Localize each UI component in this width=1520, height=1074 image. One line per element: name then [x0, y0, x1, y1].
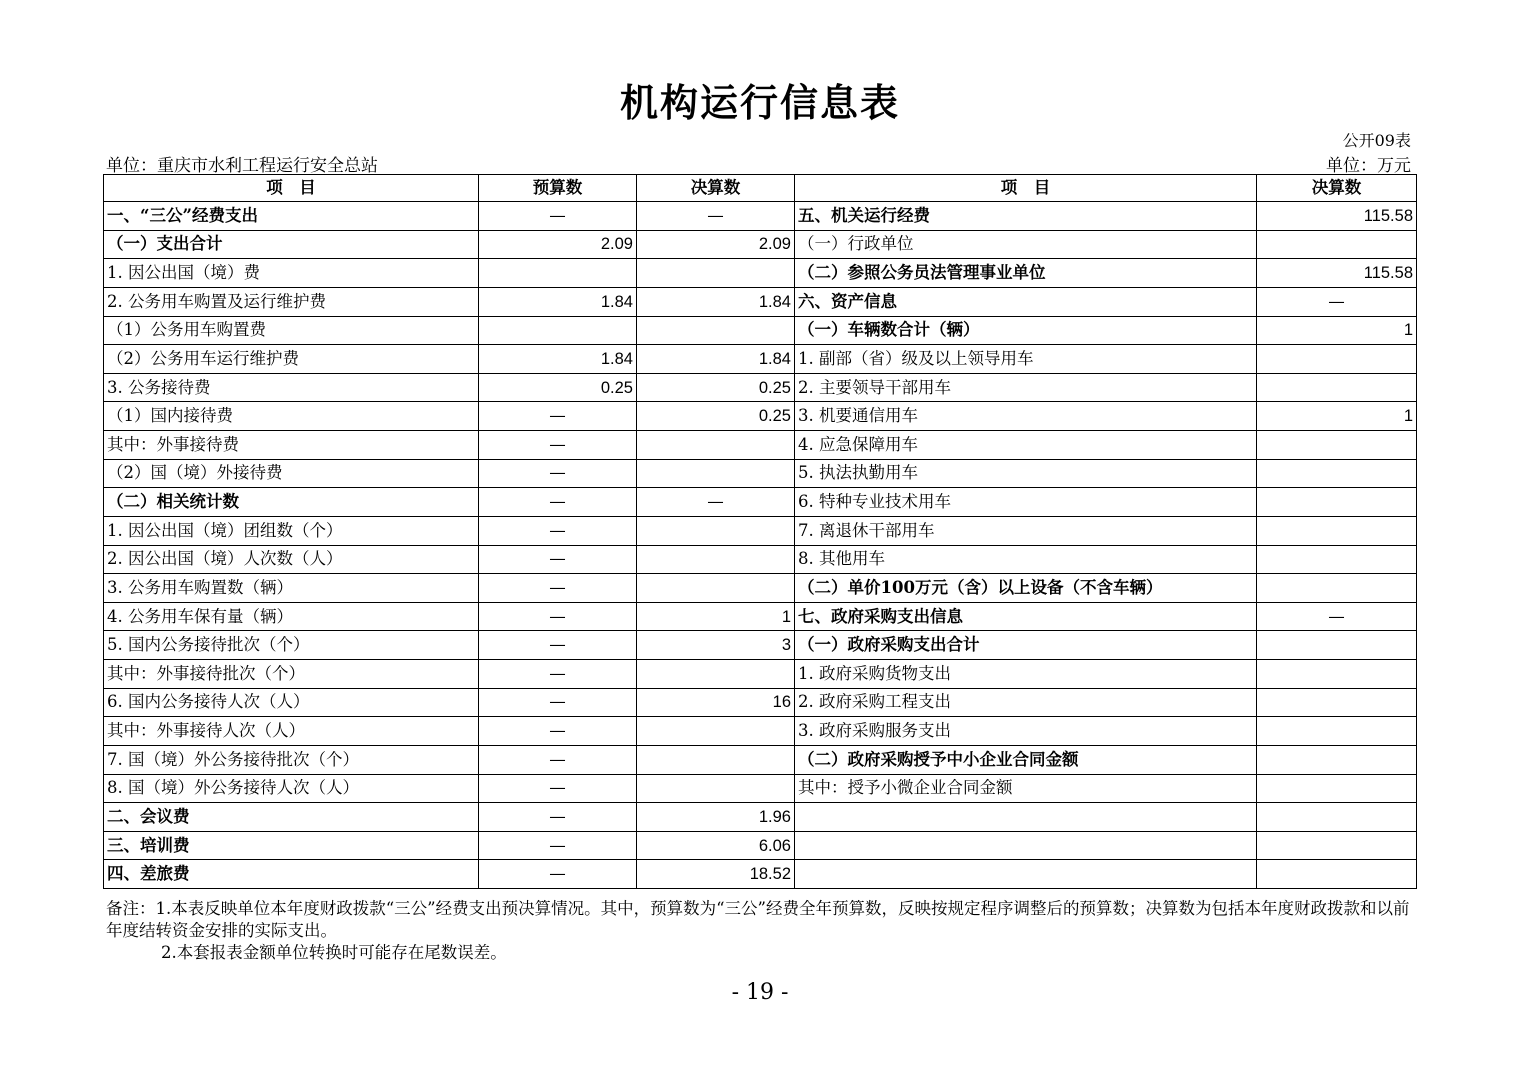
table-row — [104, 831, 1417, 860]
page-number: - 19 - — [731, 980, 789, 1005]
note-line-2: 2.本套报表金额单位转换时可能存在尾数误差。 — [161, 943, 507, 962]
right-item-cell: 3. 机要通信用车 — [795, 402, 1257, 431]
final-left-cell: 3 — [637, 631, 795, 660]
right-item-cell: 6. 特种专业技术用车 — [795, 488, 1257, 517]
header-item-left: 项 目 — [104, 175, 479, 202]
final-left-cell: 0.25 — [637, 373, 795, 402]
right-item-cell: （二）政府采购授予中小企业合同金额 — [795, 745, 1257, 774]
final-left-cell: 16 — [637, 688, 795, 717]
right-item-cell — [795, 803, 1257, 832]
final-left-cell — [637, 774, 795, 803]
table-row — [104, 660, 1417, 689]
final-left-cell — [637, 259, 795, 288]
table-row — [104, 803, 1417, 832]
table-row — [104, 717, 1417, 746]
left-item-cell: 一、“三公”经费支出 — [104, 202, 479, 231]
budget-cell: 1.84 — [479, 345, 637, 374]
left-item-cell: 1. 因公出国（境）费 — [104, 259, 479, 288]
right-item-cell: 7. 离退休干部用车 — [795, 516, 1257, 545]
final-right-cell — [1257, 574, 1417, 603]
right-item-cell: 其中：授予小微企业合同金额 — [795, 774, 1257, 803]
left-item-cell: 8. 国（境）外公务接待人次（人） — [104, 774, 479, 803]
right-item-cell: 5. 执法执勤用车 — [795, 459, 1257, 488]
final-left-cell — [637, 574, 795, 603]
left-item-cell: 三、培训费 — [104, 831, 479, 860]
final-right-cell — [1257, 688, 1417, 717]
final-left-cell: — — [637, 202, 795, 231]
left-item-cell: 二、会议费 — [104, 803, 479, 832]
right-item-cell: 1. 政府采购货物支出 — [795, 660, 1257, 689]
right-item-cell: 七、政府采购支出信息 — [795, 602, 1257, 631]
budget-cell: — — [479, 574, 637, 603]
right-item-cell — [795, 831, 1257, 860]
final-left-cell — [637, 660, 795, 689]
left-item-cell: 2. 因公出国（境）人次数（人） — [104, 545, 479, 574]
left-item-cell: （1）国内接待费 — [104, 402, 479, 431]
budget-cell: — — [479, 516, 637, 545]
final-left-cell: 1.84 — [637, 287, 795, 316]
budget-cell: — — [479, 402, 637, 431]
info-table — [103, 174, 1417, 889]
budget-cell: — — [479, 488, 637, 517]
right-item-cell: 六、资产信息 — [795, 287, 1257, 316]
final-left-cell — [637, 431, 795, 460]
table-row — [104, 545, 1417, 574]
budget-cell: — — [479, 459, 637, 488]
right-item-cell: （一）政府采购支出合计 — [795, 631, 1257, 660]
table-row — [104, 745, 1417, 774]
table-header-row — [104, 175, 1417, 202]
table-row — [104, 488, 1417, 517]
left-item-cell: 其中：外事接待人次（人） — [104, 717, 479, 746]
final-right-cell: 115.58 — [1257, 259, 1417, 288]
budget-cell: — — [479, 803, 637, 832]
table-row — [104, 316, 1417, 345]
budget-cell: — — [479, 202, 637, 231]
final-right-cell — [1257, 431, 1417, 460]
left-item-cell: 3. 公务接待费 — [104, 373, 479, 402]
table-row — [104, 774, 1417, 803]
left-item-cell: 其中：外事接待费 — [104, 431, 479, 460]
note-line-1: 备注：1.本表反映单位本年度财政拨款“三公”经费支出预决算情况。其中，预算数为“三公”经费全年预算数，反映按规定程序调整后的预算数；决算数为包括本年度财政拨款和以前年度结转资金安排的实际支出。 — [106, 899, 1410, 940]
table-row — [104, 373, 1417, 402]
left-item-cell: 5. 国内公务接待批次（个） — [104, 631, 479, 660]
right-item-cell: 2. 主要领导干部用车 — [795, 373, 1257, 402]
table-row — [104, 431, 1417, 460]
final-right-cell: 1 — [1257, 402, 1417, 431]
final-left-cell: 18.52 — [637, 860, 795, 889]
table-row — [104, 345, 1417, 374]
final-right-cell — [1257, 631, 1417, 660]
right-item-cell: （二）参照公务员法管理事业单位 — [795, 259, 1257, 288]
final-right-cell — [1257, 230, 1417, 259]
final-right-cell — [1257, 774, 1417, 803]
left-item-cell: 6. 国内公务接待人次（人） — [104, 688, 479, 717]
table-row — [104, 230, 1417, 259]
final-left-cell — [637, 516, 795, 545]
final-left-cell: — — [637, 488, 795, 517]
table-row — [104, 459, 1417, 488]
final-right-cell — [1257, 803, 1417, 832]
final-right-cell: — — [1257, 287, 1417, 316]
budget-cell: — — [479, 431, 637, 460]
table-row — [104, 860, 1417, 889]
budget-cell: — — [479, 545, 637, 574]
table-row — [104, 602, 1417, 631]
left-item-cell: （2）公务用车运行维护费 — [104, 345, 479, 374]
final-right-cell — [1257, 516, 1417, 545]
final-right-cell — [1257, 459, 1417, 488]
left-item-cell: 四、差旅费 — [104, 860, 479, 889]
right-item-cell: （一）车辆数合计（辆） — [795, 316, 1257, 345]
right-item-cell: （二）单价100万元（含）以上设备（不含车辆） — [795, 574, 1257, 603]
right-item-cell: 3. 政府采购服务支出 — [795, 717, 1257, 746]
final-right-cell — [1257, 745, 1417, 774]
left-item-cell: 2. 公务用车购置及运行维护费 — [104, 287, 479, 316]
notes — [106, 898, 1416, 964]
final-right-cell: 1 — [1257, 316, 1417, 345]
budget-cell: — — [479, 774, 637, 803]
left-item-cell: （2）国（境）外接待费 — [104, 459, 479, 488]
budget-cell: — — [479, 717, 637, 746]
left-item-cell: 其中：外事接待批次（个） — [104, 660, 479, 689]
final-right-cell — [1257, 345, 1417, 374]
header-final-right: 决算数 — [1257, 175, 1417, 202]
page-title: 机构运行信息表 — [619, 80, 900, 125]
budget-cell: — — [479, 831, 637, 860]
form-number: 公开09表 — [1342, 131, 1411, 150]
final-right-cell — [1257, 831, 1417, 860]
final-left-cell — [637, 316, 795, 345]
final-right-cell — [1257, 545, 1417, 574]
right-item-cell: 1. 副部（省）级及以上领导用车 — [795, 345, 1257, 374]
final-left-cell: 6.06 — [637, 831, 795, 860]
final-right-cell — [1257, 488, 1417, 517]
budget-cell: 2.09 — [479, 230, 637, 259]
header-final-left: 决算数 — [637, 175, 795, 202]
budget-cell: 1.84 — [479, 287, 637, 316]
table-row — [104, 516, 1417, 545]
left-item-cell: （1）公务用车购置费 — [104, 316, 479, 345]
budget-cell: 0.25 — [479, 373, 637, 402]
right-item-cell: 4. 应急保障用车 — [795, 431, 1257, 460]
final-left-cell: 2.09 — [637, 230, 795, 259]
table-row — [104, 402, 1417, 431]
budget-cell: — — [479, 602, 637, 631]
final-right-cell — [1257, 860, 1417, 889]
final-left-cell: 0.25 — [637, 402, 795, 431]
final-right-cell: 115.58 — [1257, 202, 1417, 231]
table-row — [104, 259, 1417, 288]
final-right-cell — [1257, 373, 1417, 402]
final-left-cell: 1 — [637, 602, 795, 631]
left-item-cell: （二）相关统计数 — [104, 488, 479, 517]
right-item-cell: （一）行政单位 — [795, 230, 1257, 259]
left-item-cell: 7. 国（境）外公务接待批次（个） — [104, 745, 479, 774]
budget-cell — [479, 259, 637, 288]
budget-cell: — — [479, 860, 637, 889]
right-item-cell — [795, 860, 1257, 889]
right-item-cell: 8. 其他用车 — [795, 545, 1257, 574]
left-item-cell: 4. 公务用车保有量（辆） — [104, 602, 479, 631]
budget-cell — [479, 316, 637, 345]
final-left-cell: 1.96 — [637, 803, 795, 832]
left-item-cell: 1. 因公出国（境）团组数（个） — [104, 516, 479, 545]
final-right-cell — [1257, 717, 1417, 746]
budget-cell: — — [479, 660, 637, 689]
budget-cell: — — [479, 631, 637, 660]
left-item-cell: 3. 公务用车购置数（辆） — [104, 574, 479, 603]
final-left-cell — [637, 717, 795, 746]
table-row — [104, 574, 1417, 603]
final-left-cell — [637, 459, 795, 488]
left-item-cell: （一）支出合计 — [104, 230, 479, 259]
table-row — [104, 202, 1417, 231]
final-left-cell — [637, 545, 795, 574]
budget-cell: — — [479, 688, 637, 717]
final-right-cell — [1257, 660, 1417, 689]
reporting-unit: 单位：重庆市水利工程运行安全总站 — [106, 156, 378, 176]
table-row — [104, 287, 1417, 316]
final-left-cell — [637, 745, 795, 774]
final-right-cell: — — [1257, 602, 1417, 631]
budget-cell: — — [479, 745, 637, 774]
header-item-right: 项 目 — [795, 175, 1257, 202]
right-item-cell: 2. 政府采购工程支出 — [795, 688, 1257, 717]
table-row — [104, 688, 1417, 717]
table-row — [104, 631, 1417, 660]
final-left-cell: 1.84 — [637, 345, 795, 374]
right-item-cell: 五、机关运行经费 — [795, 202, 1257, 231]
header-budget: 预算数 — [479, 175, 637, 202]
currency-unit: 单位：万元 — [1326, 156, 1411, 176]
